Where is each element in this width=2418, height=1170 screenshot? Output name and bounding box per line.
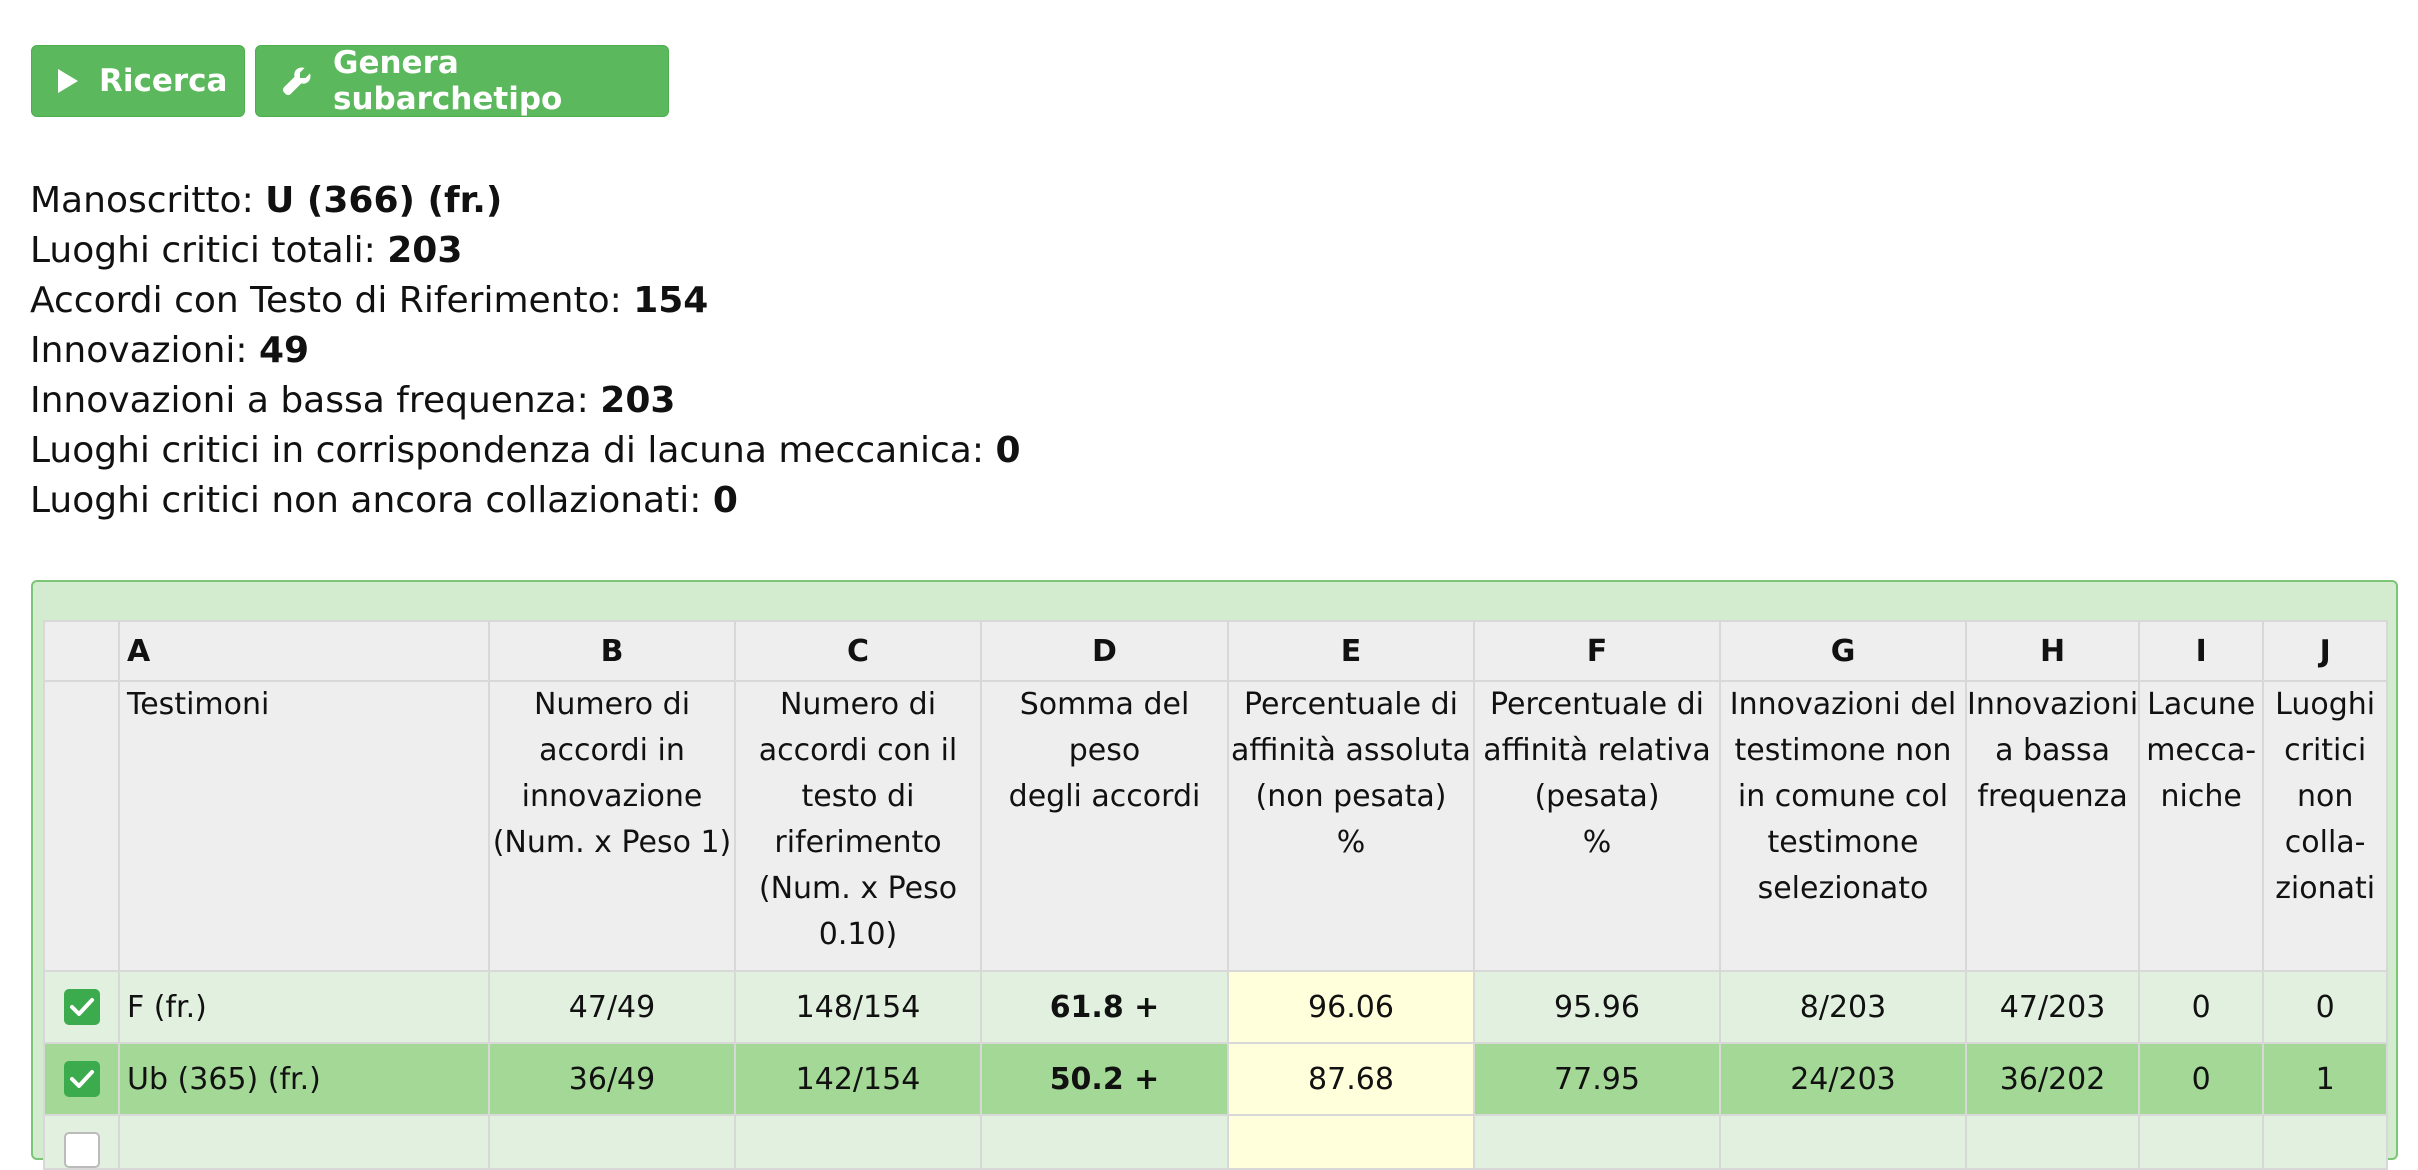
table-cell bbox=[981, 1115, 1228, 1169]
table-cell bbox=[2263, 1115, 2387, 1169]
column-header-absolute-affinity[interactable]: Percentuale di affinità assoluta (non pesata) % bbox=[1228, 681, 1474, 971]
cell-weight-sum: 61.8 + bbox=[981, 971, 1228, 1043]
generate-subarchetype-button[interactable] bbox=[255, 45, 669, 117]
stat-label: Luoghi critici in corrispondenza di lacuna meccanica: bbox=[30, 430, 984, 471]
stat-value: 49 bbox=[258, 330, 310, 371]
checkbox-column-header bbox=[44, 621, 119, 681]
table-cell bbox=[1966, 1115, 2139, 1169]
column-letter[interactable]: E bbox=[1228, 621, 1474, 681]
cell-low-frequency: 47/203 bbox=[1966, 971, 2139, 1043]
cell-not-collated: 1 bbox=[2263, 1043, 2387, 1115]
manuscript-row bbox=[30, 176, 1021, 226]
generate-subarchetype-label: Genera subarchetipo bbox=[333, 45, 563, 117]
witness-name: Ub (365) (fr.) bbox=[119, 1043, 489, 1115]
column-header-unshared-innovations[interactable]: Innovazioni del testimone non in comune col testimone selezionato bbox=[1720, 681, 1966, 971]
manuscript-info bbox=[30, 176, 1021, 526]
column-letter[interactable]: J bbox=[2263, 621, 2387, 681]
cell-absolute-affinity: 87.68 bbox=[1228, 1043, 1474, 1115]
cell-reference-agreements: 142/154 bbox=[735, 1043, 981, 1115]
table-cell bbox=[1720, 1115, 1966, 1169]
wrench-icon bbox=[281, 65, 313, 97]
row-checkbox[interactable] bbox=[64, 1132, 100, 1168]
stat-label: Luoghi critici totali: bbox=[30, 230, 376, 271]
stat-label: Innovazioni: bbox=[30, 330, 248, 371]
cell-low-frequency: 36/202 bbox=[1966, 1043, 2139, 1115]
witness-name bbox=[119, 1115, 489, 1169]
column-letter[interactable]: H bbox=[1966, 621, 2139, 681]
table-cell bbox=[1474, 1115, 1720, 1169]
column-letter[interactable]: I bbox=[2139, 621, 2263, 681]
table-row[interactable] bbox=[44, 1115, 2387, 1169]
table-cell bbox=[1228, 1115, 1474, 1169]
stat-innovations bbox=[30, 326, 1021, 376]
stat-value: 203 bbox=[600, 380, 676, 421]
stat-label: Accordi con Testo di Riferimento: bbox=[30, 280, 622, 321]
column-header-witnesses[interactable]: Testimoni bbox=[119, 681, 489, 971]
table-row[interactable] bbox=[44, 971, 2387, 1043]
row-checkbox-cell bbox=[44, 1043, 119, 1115]
column-letter[interactable]: F bbox=[1474, 621, 1720, 681]
cell-mechanical-lacunae: 0 bbox=[2139, 1043, 2263, 1115]
checkbox-column-description bbox=[44, 681, 119, 971]
check-icon bbox=[69, 996, 95, 1018]
column-header-not-collated[interactable]: Luoghi critici non colla- zionati bbox=[2263, 681, 2387, 971]
stat-label: Innovazioni a bassa frequenza: bbox=[30, 380, 589, 421]
cell-absolute-affinity: 96.06 bbox=[1228, 971, 1474, 1043]
check-icon bbox=[69, 1068, 95, 1090]
cell-weight-sum: 50.2 + bbox=[981, 1043, 1228, 1115]
row-checkbox[interactable] bbox=[64, 1061, 100, 1097]
row-checkbox-cell bbox=[44, 971, 119, 1043]
stat-agreements-reference bbox=[30, 276, 1021, 326]
cell-reference-agreements: 148/154 bbox=[735, 971, 981, 1043]
stat-label: Luoghi critici non ancora collazionati: bbox=[30, 480, 702, 521]
cell-mechanical-lacunae: 0 bbox=[2139, 971, 2263, 1043]
column-letter[interactable]: A bbox=[119, 621, 489, 681]
stat-low-frequency-innovations bbox=[30, 376, 1021, 426]
stat-mechanical-lacuna bbox=[30, 426, 1021, 476]
toolbar bbox=[31, 45, 669, 117]
stat-total-critical-places bbox=[30, 226, 1021, 276]
cell-relative-affinity: 95.96 bbox=[1474, 971, 1720, 1043]
manuscript-value: U (366) (fr.) bbox=[265, 180, 503, 221]
stat-value: 203 bbox=[387, 230, 463, 271]
column-letter[interactable]: D bbox=[981, 621, 1228, 681]
column-header-row bbox=[44, 681, 2387, 971]
column-header-mechanical-lacunae[interactable]: Lacune mecca- niche bbox=[2139, 681, 2263, 971]
column-header-weight-sum[interactable]: Somma del peso degli accordi bbox=[981, 681, 1228, 971]
manuscript-label: Manoscritto: bbox=[30, 180, 254, 221]
cell-innovation-agreements: 47/49 bbox=[489, 971, 735, 1043]
column-letter[interactable]: G bbox=[1720, 621, 1966, 681]
column-header-low-frequency[interactable]: Innovazioni a bassa frequenza bbox=[1966, 681, 2139, 971]
stat-value: 0 bbox=[995, 430, 1021, 471]
cell-relative-affinity: 77.95 bbox=[1474, 1043, 1720, 1115]
row-checkbox-cell bbox=[44, 1115, 119, 1169]
column-letter[interactable]: B bbox=[489, 621, 735, 681]
witness-table bbox=[43, 620, 2388, 1170]
cell-not-collated: 0 bbox=[2263, 971, 2387, 1043]
table-cell bbox=[2139, 1115, 2263, 1169]
column-letter-row bbox=[44, 621, 2387, 681]
column-letter[interactable]: C bbox=[735, 621, 981, 681]
stat-value: 154 bbox=[633, 280, 709, 321]
search-button[interactable] bbox=[31, 45, 245, 117]
stat-not-collated bbox=[30, 476, 1021, 526]
stat-value: 0 bbox=[712, 480, 738, 521]
column-header-reference-agreements[interactable]: Numero di accordi con il testo di riferimento (Num. x Peso 0.10) bbox=[735, 681, 981, 971]
table-row[interactable] bbox=[44, 1043, 2387, 1115]
play-icon bbox=[57, 68, 79, 94]
cell-innovation-agreements: 36/49 bbox=[489, 1043, 735, 1115]
column-header-innovation-agreements[interactable]: Numero di accordi in innovazione (Num. x Peso 1) bbox=[489, 681, 735, 971]
column-header-relative-affinity[interactable]: Percentuale di affinità relativa (pesata) % bbox=[1474, 681, 1720, 971]
row-checkbox[interactable] bbox=[64, 989, 100, 1025]
cell-unshared-innovations: 8/203 bbox=[1720, 971, 1966, 1043]
search-button-label: Ricerca bbox=[99, 63, 228, 99]
witness-name: F (fr.) bbox=[119, 971, 489, 1043]
table-cell bbox=[735, 1115, 981, 1169]
table-cell bbox=[489, 1115, 735, 1169]
cell-unshared-innovations: 24/203 bbox=[1720, 1043, 1966, 1115]
